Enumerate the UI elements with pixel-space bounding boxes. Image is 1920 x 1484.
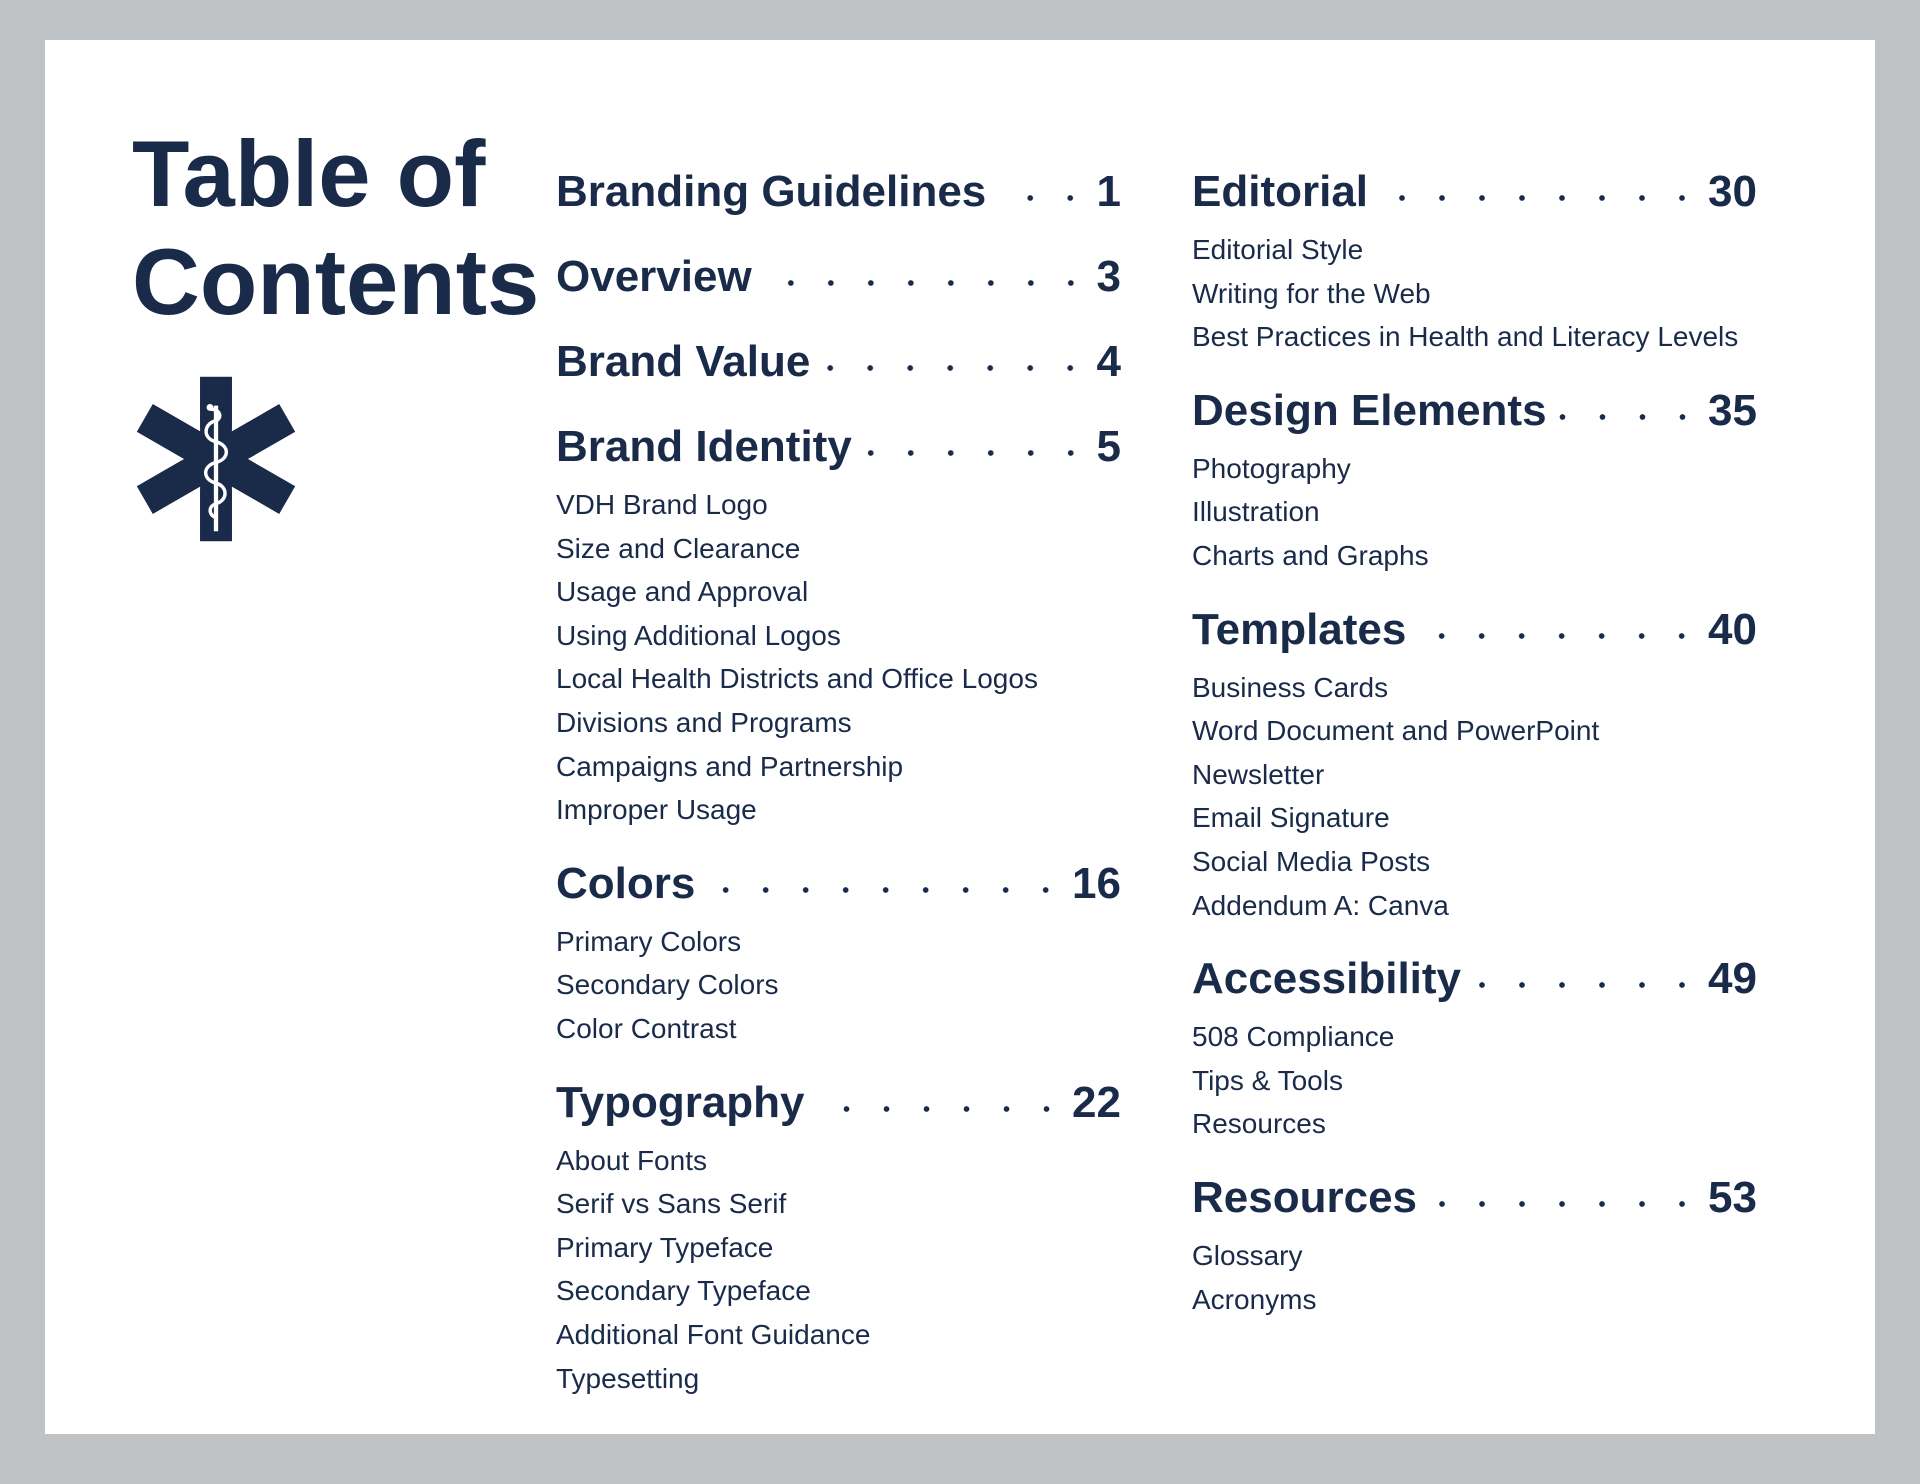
toc-entry-title: Colors: [556, 858, 696, 908]
dot-leader: [1471, 981, 1702, 989]
dot-leader: [1378, 194, 1702, 202]
toc-entry-typography[interactable]: [556, 1063, 1121, 1131]
dot-leader: [1427, 1200, 1702, 1208]
dot-leader: [815, 1105, 1067, 1113]
toc-subitem[interactable]: About Fonts: [556, 1144, 707, 1176]
toc-subitems: [556, 1139, 1121, 1401]
toc-subitems: [1192, 1015, 1757, 1146]
toc-subitem[interactable]: Additional Font Guidance: [556, 1318, 871, 1350]
toc-entry-title: Templates: [1192, 604, 1407, 654]
toc-entry-page-number: 16: [1072, 858, 1121, 908]
toc-subitem[interactable]: Photography: [1192, 452, 1351, 484]
toc-entry-page-number: 30: [1708, 167, 1757, 216]
toc-subitem[interactable]: Secondary Colors: [556, 969, 779, 1001]
toc-entry-page-number: 49: [1708, 954, 1757, 1004]
toc-entry-page-number: 5: [1096, 422, 1121, 471]
toc-subitem[interactable]: 508 Compliance: [1192, 1021, 1395, 1053]
toc-entry-resources[interactable]: [1192, 1158, 1757, 1226]
toc-subitem[interactable]: Business Cards: [1192, 671, 1389, 703]
toc-subitem[interactable]: Primary Typeface: [556, 1231, 774, 1263]
toc-section-brand-value: [556, 322, 1121, 390]
toc-subitem[interactable]: Newsletter: [1192, 758, 1325, 790]
dot-leader: [996, 194, 1090, 202]
toc-subitem[interactable]: VDH Brand Logo: [556, 489, 768, 520]
toc-column-1: [556, 152, 1121, 1412]
toc-entry-design-elements[interactable]: [1192, 371, 1757, 439]
toc-entry-branding-guidelines[interactable]: [556, 152, 1121, 220]
toc-section-accessibility: [1192, 939, 1757, 1146]
toc-entry-colors[interactable]: [556, 844, 1121, 912]
page-title-line-2: Contents: [132, 229, 540, 334]
toc-subitem[interactable]: Serif vs Sans Serif: [556, 1188, 787, 1220]
dot-leader: [1557, 413, 1702, 421]
toc-subitem[interactable]: Divisions and Programs: [556, 706, 852, 738]
dot-leader: [820, 364, 1090, 372]
toc-entry-title: Brand Identity: [556, 422, 852, 471]
toc-entry-page-number: 40: [1708, 604, 1757, 654]
toc-subitem[interactable]: Email Signature: [1192, 802, 1390, 834]
toc-subitem[interactable]: Resources: [1192, 1108, 1326, 1140]
toc-entry-title: Accessibility: [1192, 954, 1462, 1004]
toc-entry-title: Editorial: [1192, 167, 1369, 216]
toc-entry-title: Brand Value: [556, 337, 811, 386]
toc-subitems: [1192, 228, 1757, 359]
star-of-life-icon: [130, 373, 302, 545]
toc-section-resources: [1192, 1158, 1757, 1321]
toc-subitem[interactable]: Secondary Typeface: [556, 1275, 811, 1307]
toc-subitem[interactable]: Tips & Tools: [1192, 1064, 1343, 1096]
page-title: [132, 120, 539, 336]
dot-leader: [1416, 632, 1702, 640]
toc-subitem[interactable]: Charts and Graphs: [1192, 539, 1429, 571]
toc-entry-templates[interactable]: [1192, 590, 1757, 658]
toc-entry-accessibility[interactable]: [1192, 939, 1757, 1007]
toc-subitem[interactable]: Social Media Posts: [1192, 845, 1431, 877]
toc-subitem[interactable]: Illustration: [1192, 496, 1320, 528]
page-title-line-1: Table of: [132, 121, 486, 226]
toc-subitem[interactable]: Editorial Style: [1192, 234, 1364, 265]
toc-section-editorial: [1192, 152, 1757, 359]
toc-subitems: [1192, 447, 1757, 578]
toc-subitem[interactable]: Primary Colors: [556, 925, 742, 957]
toc-subitem[interactable]: Usage and Approval: [556, 576, 809, 608]
toc-entry-page-number: 22: [1072, 1077, 1121, 1127]
toc-entry-brand-identity[interactable]: [556, 407, 1121, 475]
toc-section-overview: [556, 237, 1121, 305]
toc-section-branding-guidelines: [556, 152, 1121, 220]
toc-section-colors: [556, 844, 1121, 1051]
toc-subitem[interactable]: Local Health Districts and Office Logos: [556, 663, 1038, 695]
toc-subitem[interactable]: Typesetting: [556, 1362, 700, 1394]
toc-entry-page-number: 3: [1096, 252, 1121, 301]
toc-subitems: [1192, 666, 1757, 928]
toc-subitem[interactable]: Best Practices in Health and Literacy Levels: [1192, 321, 1739, 353]
toc-entry-overview[interactable]: [556, 237, 1121, 305]
toc-entry-page-number: 4: [1096, 337, 1121, 386]
toc-subitem[interactable]: Addendum A: Canva: [1192, 889, 1449, 921]
toc-section-typography: [556, 1063, 1121, 1401]
toc-subitem[interactable]: Using Additional Logos: [556, 619, 841, 651]
toc-entry-title: Resources: [1192, 1172, 1418, 1222]
toc-subitems: [1192, 1234, 1757, 1321]
toc-subitems: [556, 920, 1121, 1051]
toc-subitem[interactable]: Glossary: [1192, 1239, 1303, 1271]
toc-entry-editorial[interactable]: [1192, 152, 1757, 220]
toc-entry-title: Overview: [556, 252, 752, 301]
dot-leader: [762, 279, 1091, 287]
dot-leader: [862, 449, 1091, 457]
dot-leader: [705, 886, 1066, 894]
toc-entry-title: Typography: [556, 1077, 805, 1127]
toc-section-brand-identity: [556, 407, 1121, 832]
toc-entry-title: Design Elements: [1192, 385, 1547, 435]
toc-column-2: [1192, 152, 1757, 1333]
toc-entry-title: Branding Guidelines: [556, 167, 987, 216]
toc-subitem[interactable]: Color Contrast: [556, 1012, 737, 1044]
toc-subitem[interactable]: Writing for the Web: [1192, 277, 1431, 309]
toc-entry-brand-value[interactable]: [556, 322, 1121, 390]
toc-subitem[interactable]: Word Document and PowerPoint: [1192, 715, 1600, 747]
toc-entry-page-number: 1: [1096, 167, 1121, 216]
toc-entry-page-number: 53: [1708, 1172, 1757, 1222]
toc-subitem[interactable]: Size and Clearance: [556, 532, 801, 564]
toc-entry-page-number: 35: [1708, 385, 1757, 435]
document-page: [45, 40, 1875, 1434]
toc-section-design-elements: [1192, 371, 1757, 578]
toc-subitem[interactable]: Acronyms: [1192, 1283, 1317, 1315]
toc-subitem[interactable]: Campaigns and Partnership: [556, 750, 904, 782]
toc-section-templates: [1192, 590, 1757, 928]
toc-subitems: [556, 483, 1121, 832]
toc-subitem[interactable]: Improper Usage: [556, 794, 757, 826]
